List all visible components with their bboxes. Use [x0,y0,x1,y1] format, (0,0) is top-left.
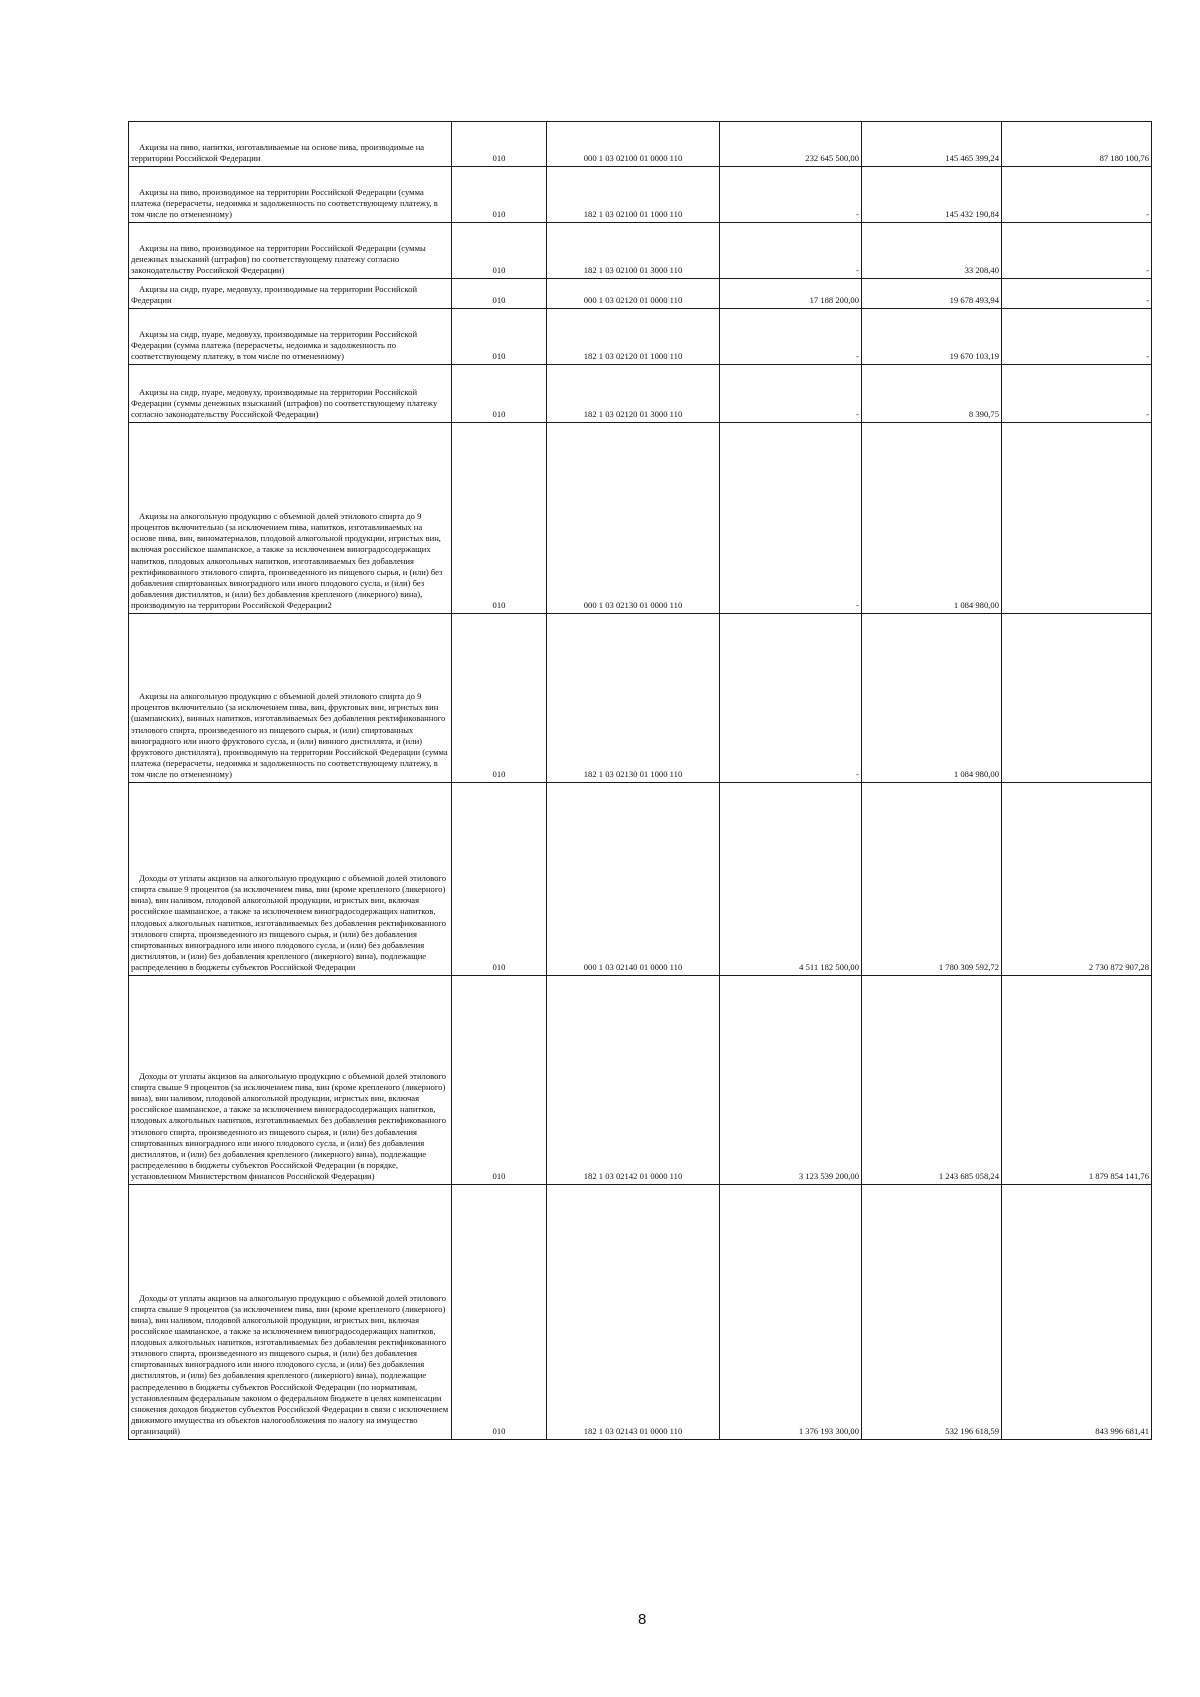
executed-amount-cell: 145 432 190,84 [862,167,1002,223]
revenue-name-cell: Акцизы на алкогольную продукцию с объемной долей этилового спирта до 9 процентов включительно (за исключением пива, вин, фруктовых вин, игристых вин (шампанских), винных напитков, изготавливаемых без добавления ректификованного этилового спирта, произведенного из пищевого сырья, и (или) спиртованных виноградного или иного фруктового сусла, и (или) винного дистиллята, и (или) фруктового дистиллята), производимую на территории Российской Федерации (сумма платежа (перерасчеты, недоимка и задолженность по соответствующему платежу, в том числе по отмененному) [129,614,452,783]
kbk-code-cell: 000 1 03 02100 01 0000 110 [547,122,720,167]
line-code-cell: 010 [452,122,547,167]
kbk-code-cell: 182 1 03 02120 01 3000 110 [547,365,720,423]
revenue-name-cell: Доходы от уплаты акцизов на алкогольную продукцию с объемной долей этилового спирта свыше 9 процентов (за исключением пива, вин (кроме крепленого (ликерного) вина), вин наливом, плодовой алкогольной продукции, игристых вин, включая российское шампанское, а также за исключением виноградосодержащих напитков, плодовых алкогольных напитков, изготавливаемых без добавления ректификованного этилового спирта, произведенного из пищевого сырья, и (или) без добавления спиртованных виноградного или иного плодового сусла, и (или) без добавления дистиллятов, и (или) без добавления крепленого (ликерного) вина), подлежащие распределению в бюджеты субъектов Российской Федерации (в порядке, установленном Министерством финансов Российской Федерации) [129,976,452,1185]
revenue-name-cell: Акцизы на пиво, производимое на территории Российской Федерации (сумма платежа (перерасчеты, недоимка и задолженность по соответствующему платежу, в том числе по отмененному) [129,167,452,223]
table-row [129,223,1152,279]
unexecuted-amount-cell: 843 996 681,41 [1002,1185,1152,1440]
approved-amount-cell: - [720,614,862,783]
revenue-name-cell: Акцизы на сидр, пуаре, медовуху, производимые на территории Российской Федерации (суммы денежных взысканий (штрафов) по соответствующему платежу согласно законодательству Российской Федерации) [129,365,452,423]
executed-amount-cell: 532 196 618,59 [862,1185,1002,1440]
kbk-code-cell: 182 1 03 02100 01 1000 110 [547,167,720,223]
approved-amount-cell: 1 376 193 300,00 [720,1185,862,1440]
kbk-code-cell: 182 1 03 02130 01 1000 110 [547,614,720,783]
unexecuted-amount-cell: - [1002,223,1152,279]
executed-amount-cell: 19 670 103,19 [862,309,1002,365]
line-code-cell: 010 [452,309,547,365]
executed-amount-cell: 1 084 980,00 [862,614,1002,783]
table-row [129,614,1152,783]
line-code-cell: 010 [452,365,547,423]
table-row [129,122,1152,167]
approved-amount-cell: 232 645 500,00 [720,122,862,167]
revenue-name-cell: Акцизы на сидр, пуаре, медовуху, производимые на территории Российской Федерации (сумма платежа (перерасчеты, недоимка и задолженность по соответствующему платежу, в том числе по отмененному) [129,309,452,365]
executed-amount-cell: 1 084 980,00 [862,423,1002,614]
executed-amount-cell: 145 465 399,24 [862,122,1002,167]
executed-amount-cell: 19 678 493,94 [862,279,1002,309]
revenue-name-cell: Доходы от уплаты акцизов на алкогольную продукцию с объемной долей этилового спирта свыше 9 процентов (за исключением пива, вин (кроме крепленого (ликерного) вина), вин наливом, плодовой алкогольной продукции, игристых вин, включая российское шампанское, а также за исключением виноградосодержащих напитков, плодовых алкогольных напитков, изготавливаемых без добавления ректификованного этилового спирта, произведенного из пищевого сырья, и (или) без добавления спиртованных виноградного или иного плодового сусла, и (или) без добавления дистиллятов, и (или) без добавления крепленого (ликерного) вина), подлежащие распределению в бюджеты субъектов Российской Федерации [129,783,452,976]
kbk-code-cell: 182 1 03 02143 01 0000 110 [547,1185,720,1440]
approved-amount-cell: - [720,223,862,279]
table-row [129,279,1152,309]
executed-amount-cell: 1 243 685 058,24 [862,976,1002,1185]
approved-amount-cell: 4 511 182 500,00 [720,783,862,976]
line-code-cell: 010 [452,279,547,309]
line-code-cell: 010 [452,1185,547,1440]
revenue-name-cell: Доходы от уплаты акцизов на алкогольную продукцию с объемной долей этилового спирта свыше 9 процентов (за исключением пива, вин (кроме крепленого (ликерного) вина), вин наливом, плодовой алкогольной продукции, игристых вин, включая российское шампанское, а также за исключением виноградосодержащих напитков, плодовых алкогольных напитков, изготавливаемых без добавления ректификованного этилового спирта, произведенного из пищевого сырья, и (или) без добавления спиртованных виноградного или иного плодового сусла, и (или) без добавления дистиллятов, и (или) без добавления крепленого (ликерного) вина), подлежащие распределению в бюджеты субъектов Российской Федерации (по нормативам, установленным федеральным законом о федеральном бюджете в целях компенсации снижения доходов бюджетов субъектов Российской Федерации в связи с исключением движимого имущества из объектов налогообложения по налогу на имущество организаций) [129,1185,452,1440]
unexecuted-amount-cell: 1 879 854 141,76 [1002,976,1152,1185]
executed-amount-cell: 1 780 309 592,72 [862,783,1002,976]
approved-amount-cell: - [720,167,862,223]
line-code-cell: 010 [452,223,547,279]
unexecuted-amount-cell: - [1002,365,1152,423]
approved-amount-cell: - [720,309,862,365]
unexecuted-amount-cell: 2 730 872 907,28 [1002,783,1152,976]
kbk-code-cell: 000 1 03 02140 01 0000 110 [547,783,720,976]
line-code-cell: 010 [452,976,547,1185]
executed-amount-cell: 8 390,75 [862,365,1002,423]
table-row [129,423,1152,614]
unexecuted-amount-cell [1002,614,1152,783]
line-code-cell: 010 [452,783,547,976]
table-row [129,976,1152,1185]
approved-amount-cell: - [720,423,862,614]
revenue-name-cell: Акцизы на алкогольную продукцию с объемной долей этилового спирта до 9 процентов включительно (за исключением пива, напитков, изготавливаемых на основе пива, вин, виноматериалов, плодовой алкогольной продукции, игристых вин, включая российское шампанское, а также за исключением виноградосодержащих напитков, плодовых алкогольных напитков, изготавливаемых без добавления ректификованного этилового спирта, произведенного из пищевого сырья, и (или) без добавления спиртованных виноградного или иного плодового сусла, и (или) без добавления дистиллятов, и (или) без добавления крепленого (ликерного) вина), производимую на территории Российской Федерации2 [129,423,452,614]
unexecuted-amount-cell: - [1002,279,1152,309]
kbk-code-cell: 000 1 03 02120 01 0000 110 [547,279,720,309]
revenue-table [128,121,1152,1440]
table-row [129,309,1152,365]
unexecuted-amount-cell: - [1002,167,1152,223]
table-row [129,1185,1152,1440]
approved-amount-cell: 3 123 539 200,00 [720,976,862,1185]
unexecuted-amount-cell [1002,423,1152,614]
kbk-code-cell: 182 1 03 02120 01 1000 110 [547,309,720,365]
page-number: 8 [638,1611,647,1628]
kbk-code-cell: 182 1 03 02100 01 3000 110 [547,223,720,279]
revenue-name-cell: Акцизы на пиво, производимое на территории Российской Федерации (суммы денежных взысканий (штрафов) по соответствующему платежу согласно законодательству Российской Федерации) [129,223,452,279]
revenue-name-cell: Акцизы на сидр, пуаре, медовуху, производимые на территории Российской Федерации [129,279,452,309]
kbk-code-cell: 182 1 03 02142 01 0000 110 [547,976,720,1185]
executed-amount-cell: 33 208,40 [862,223,1002,279]
approved-amount-cell: - [720,365,862,423]
line-code-cell: 010 [452,423,547,614]
table-row [129,783,1152,976]
approved-amount-cell: 17 188 200,00 [720,279,862,309]
unexecuted-amount-cell: 87 180 100,76 [1002,122,1152,167]
line-code-cell: 010 [452,614,547,783]
table-row [129,167,1152,223]
kbk-code-cell: 000 1 03 02130 01 0000 110 [547,423,720,614]
revenue-name-cell: Акцизы на пиво, напитки, изготавливаемые на основе пива, производимые на территории Российской Федерации [129,122,452,167]
unexecuted-amount-cell: - [1002,309,1152,365]
line-code-cell: 010 [452,167,547,223]
table-row [129,365,1152,423]
